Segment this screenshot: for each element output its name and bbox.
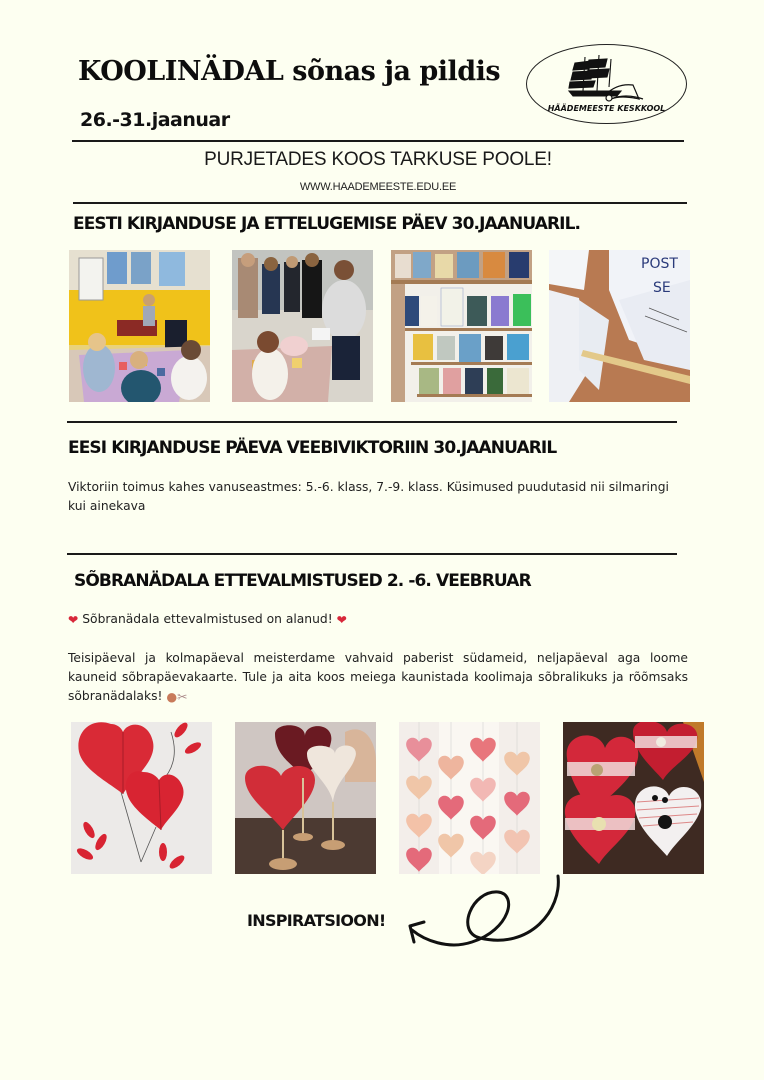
divider — [73, 202, 687, 204]
heart-garland-photo — [399, 722, 540, 874]
friendship-intro — [68, 610, 688, 630]
slogan: PURJETADES KOOS TARKUSE POOLE! — [204, 149, 552, 170]
bookshelf-photo — [391, 250, 532, 402]
heart-icon: ❤ — [336, 613, 347, 627]
logo-text: HÄÄDEMEESTE KESKKOOL — [547, 104, 666, 113]
friendship-description — [68, 649, 688, 707]
paper-notes-photo — [549, 250, 690, 402]
section-heading-friendship-week: SÕBRANÄDALA ETTEVALMISTUSED 2. -6. VEEBRUAR — [74, 571, 531, 591]
friendship-description-text: Teisipäeval ja kolmapäeval meisterdame vahvaid paberist südameid, neljapäeval aga loome kauneid sõbrapäevakaarte. Tule ja aita koos meiega kaunistada koolimaja sõbralikuks ja rõõmsaks sõbranädalaks! — [68, 651, 688, 703]
page-title: KOOLINÄDAL sõnas ja pildis — [78, 56, 501, 87]
heart-ornaments-photo — [563, 722, 704, 874]
palette-icon: ● — [166, 690, 178, 704]
quiz-description: Viktoriin toimus kahes vanuseastmes: 5.-6. klass, 7.-9. klass. Küsimused puudutasid nii silmaringi kui ainekava — [68, 480, 669, 513]
reading-event-photo — [232, 250, 373, 402]
heart-icon: ❤ — [68, 613, 79, 627]
website-link[interactable]: WWW.HAADEMEESTE.EDU.EE — [299, 181, 457, 193]
section-heading-quiz: EESI KIRJANDUSE PÄEVA VEEBIVIKTORIIN 30.JAANUARIL — [68, 438, 557, 458]
reading-event-photo — [69, 250, 210, 402]
heart-stands-photo — [235, 722, 376, 874]
section-heading-literature-day: EESTI KIRJANDUSE JA ETTELUGEMISE PÄEV 30.JAANUARIL. — [73, 214, 581, 234]
scissors-icon: ✂ — [177, 690, 188, 704]
date-range: 26.-31.jaanuar — [80, 109, 230, 131]
divider — [67, 421, 677, 423]
paper-hearts-photo — [71, 722, 212, 874]
divider — [72, 140, 684, 142]
friendship-intro-text: Sõbranädala ettevalmistused on alanud! — [82, 612, 333, 626]
curly-arrow-icon — [400, 870, 570, 960]
divider — [67, 553, 677, 555]
svg-text:SE: SE — [653, 280, 671, 296]
school-logo — [525, 43, 688, 125]
inspiration-callout: INSPIRATSIOON! — [247, 911, 386, 930]
svg-text:POST: POST — [641, 256, 678, 272]
